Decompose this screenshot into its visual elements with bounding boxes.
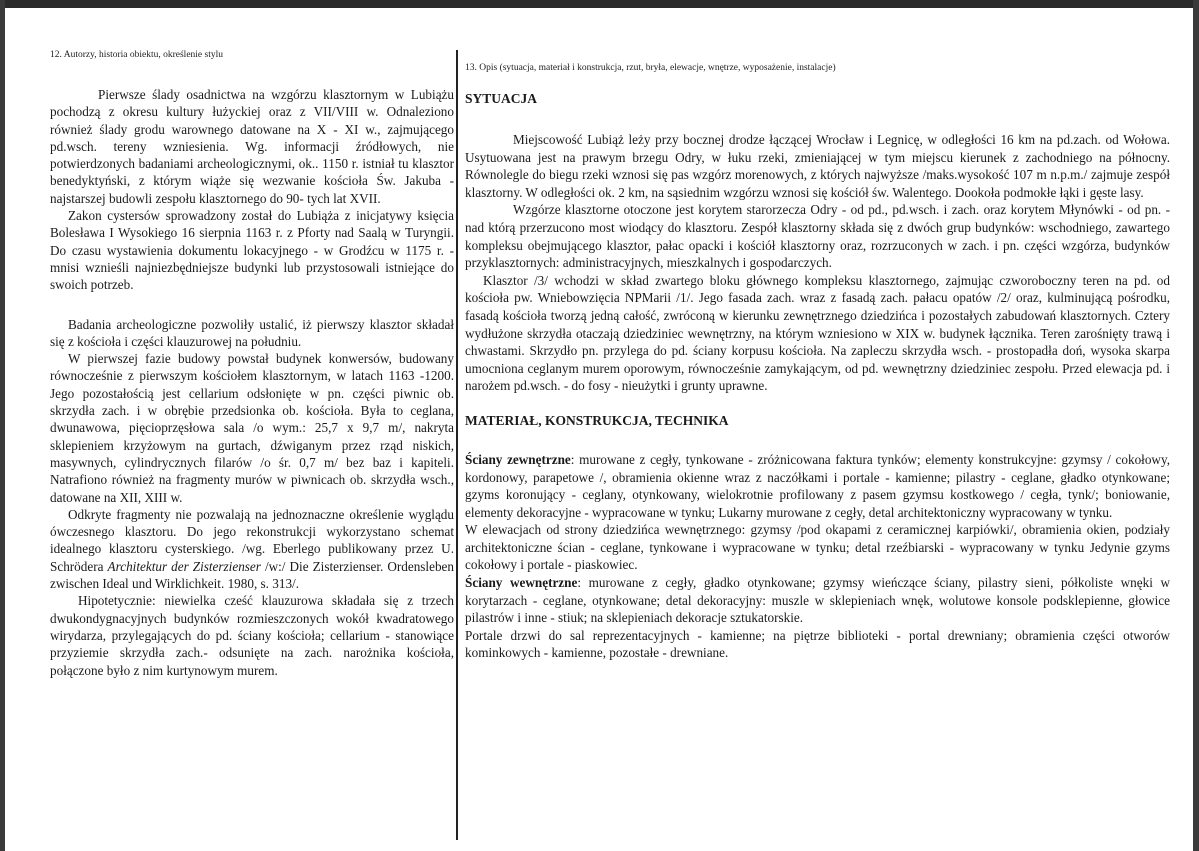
paragraph: Badania archeologiczne pozwoliły ustalić, iż pierwszy klasztor składał się z kościoła i części klauzurowej na południu. (50, 316, 454, 349)
paragraph: Pierwsze ślady osadnictwa na wzgórzu klasztornym w Lubiążu pochodzą z okresu kultury łużyckiej oraz z VII/VIII w. Odnaleziono również ślady grodu warownego datowane na X - XI w., zajmującego pd.wsch. tereny wzniesienia. Wg. informacji źródłowych, nie potwierdzonych badaniami archeologicznymi, ok.. 1150 r. istniał tu klasztor benedyktyński, z którym wiąże się wezwanie kościoła Św. Jakuba - najstarszej budowli zespołu klasztornego do 90- tych lat XVII. (50, 87, 454, 206)
spacer (50, 294, 454, 316)
paragraph: Klasztor /3/ wchodzi w skład zwartego bloku głównego kompleksu klasztornego, zajmując czworoboczny teren na pd. od kościoła pw. Wniebowzięcia NPMarii /1/. Jego fasada zach. wraz z fasadą zach. pałacu opatów /2/ oraz, kulminującą pośrodku, fasadą kościoła tworzą jedną całość, zwróconą w kierunku zewnętrznego dziedzińca i pozostałych zabudowań klasztornych. Cztery wydłużone skrzydła otaczają dziedziniec wewnętrzny, na którym wzniesiono w XIX w. budynek łącznika. Teren zarośnięty trawą i chwastami. Skrzydło pn. przylega do pd. ściany korpusu kościoła. Na zapleczu skrzydła wsch. - prostopadła doń, wysoka skarpa umocniona ceglanym murem oporowym, równocześnie zamykającym, od pd. wewnętrzny dziedziniec zespołu. Przed elewacja pd. i narożem pd.wsch. - do fosy - nieużytki i grunty uprawne. (465, 272, 1170, 394)
section-title: MATERIAŁ, KONSTRUKCJA, TECHNIKA (465, 412, 729, 428)
paragraph (465, 451, 1170, 521)
paragraph: Zakon cystersów sprowadzony został do Lubiąża z inicjatywy księcia Bolesława I Wysokiego 16 sierpnia 1163 r. z Pforty nad Saalą w Turyngii. Do czasu wystawienia dokumentu lokacyjnego - w Grodźcu w 1175 r. - mnisi wznieśli najniezbędniejsze budynki lub przystosowali istniejące do swoich potrzeb. (50, 208, 454, 293)
italic-title: Architektur der Zisterzienser (107, 558, 261, 574)
text-run: : murowane z cegły, tynkowane - zróżnicowana faktura tynków; elementy konstrukcyjne: gzymsy / cokołowy, kordonowy, parapetowe /, obramienia okienne wraz z naczółkami i portale - kamienne; pilastry - ceglane, gładko otynkowane; gzyms koronujący - ceglany, otynkowany, wielokrotnie profilowany z pasem gzymsu kostkowego / cegła, tynk/; boniowanie, elementy dekoracyjne - wypracowane w tynku; Lukarny murowane z cegły, detal architektoniczny wypracowany w tynku. (465, 451, 1170, 520)
text-run: : murowane z cegły, gładko otynkowane; gzymsy wieńczące ściany, pilastry sieni, półkoliste wnęki w korytarzach - ceglane, otynkowane; detal dekoracyjny: muszle w sklepieniach wnęk, wolutowe konsole podsklepienne, głowice pilastrów i inne - stiuk; na sklepieniach dekoracje sztukatorskie. (465, 575, 1170, 626)
paragraph: W pierwszej fazie budowy powstał budynek konwersów, budowany równocześnie z pierwszym kościołem klasztornym, w latach 1163 -1200. Jego pozostałością jest cellarium odsłonięte w pn. części piwnic ob. skrzydła zach. i w obrębie przedsionka ob. kościoła. Była to ceglana, dwunawowa, pięcioprzęsłowa sala /o wym.: 25,7 x 9,7 m/, nakryta sklepieniem krzyżowym na gurtach, dźwiganym przez rząd niskich, masywnych, cylindrycznych filarów /o śr. 0,7 m/ bez baz i kapiteli. Natrafiono również na fragmenty murów w piwnicach ob. skrzydła wsch., datowane na XII, XIII w. (50, 351, 454, 505)
paragraph: Portale drzwi do sal reprezentacyjnych - kamienne; na piętrze biblioteki - portal drewniany; obramienia części otworów kominkowych - kamienne, pozostałe - drewniane. (465, 627, 1170, 661)
paragraph: Wzgórze klasztorne otoczone jest korytem starorzecza Odry - od pd., pd.wsch. i zach. oraz korytem Młynówki - od pn. - nad którą przerzucono most wiodący do klasztoru. Zespół klasztorny składa się z dwóch grup budynków: wschodniego, zawartego kompleksu obejmującego klasztor, pałac opacki i kościół klasztorny oraz, rozrzuconych w zach. i pn. części wzgórza, budynków przyklasztornych: administracyjnych, mieszkalnych i gospodarczych. (465, 202, 1170, 271)
scan-edge-right (1193, 0, 1199, 851)
text-run: Odkryte fragmenty nie pozwalają na jednoznaczne określenie wyglądu ówczesnego klasztoru. Do jego rekonstrukcji wykorzystano schemat idealnego klasztoru cysterskiego. /wg. Eberlego publikowany przez U. Schrödera (50, 506, 454, 574)
right-column (465, 63, 1170, 662)
paragraph (465, 574, 1170, 627)
term-label: Ściany wewnętrzne (465, 575, 578, 591)
scan-edge-left (0, 0, 5, 851)
column-divider (456, 50, 458, 840)
right-section-header: 13. Opis (sytuacja, materiał i konstrukcja, rzut, bryła, elewacje, wnętrze, wyposażenie, instalacje) (465, 63, 836, 73)
paragraph: Miejscowość Lubiąż leży przy bocznej drodze łączącej Wrocław i Legnicę, w odległości 16 km na pd.zach. od Wołowa. Usytuowana jest na prawym brzegu Odry, w łuku rzeki, zmieniającej w tym miejscu kierunek z zachodniego na północny. Równolegle do biegu rzeki wznosi się pas wzgórz morenowych, z których najwyższe /maks.wysokość 107 m n.p.m./ zajmuje zespół klasztorny. W odległości ok. 2 km, na sąsiednim wzgórzu wznosi się kościół św. Walentego. Dookoła podmokłe łąki i gęste lasy. (465, 132, 1170, 200)
paragraph: Hipotetycznie: niewielka cześć klauzurowa składała się z trzech dwukondygnacyjnych budynków rozmieszczonych wokół kwadratowego wirydarza, przylegających do pd. ściany kościoła; cellarium - stanowiące przyziemie skrzydła zach.- odsunięte na zach. narożnika kościoła, połączone było z nim kurtynowym murem. (50, 593, 454, 678)
left-section-header: 12. Autorzy, historia obiektu, określenie stylu (50, 50, 223, 60)
paragraph (50, 506, 454, 592)
text-run: /w:/ Die Zisterzienser. Ordensleben zwischen Ideal und Wirklichkeit. 1980, s. 313/. (50, 558, 454, 592)
left-column (50, 50, 454, 679)
section-title: SYTUACJA (465, 91, 538, 106)
term-label: Ściany zewnętrzne (465, 451, 571, 467)
scan-edge-top (0, 0, 1199, 8)
paragraph: W elewacjach od strony dziedzińca wewnętrznego: gzymsy /pod okapami z ceramicznej karpiówki/, obramienia okien, podziały architektoniczne ścian - ceglane, tynkowane i wypracowane w tynku; detal rzeźbiarski - wypracowany w tynku Jedynie gzyms cokołowy i portale - piaskowiec. (465, 522, 1170, 573)
